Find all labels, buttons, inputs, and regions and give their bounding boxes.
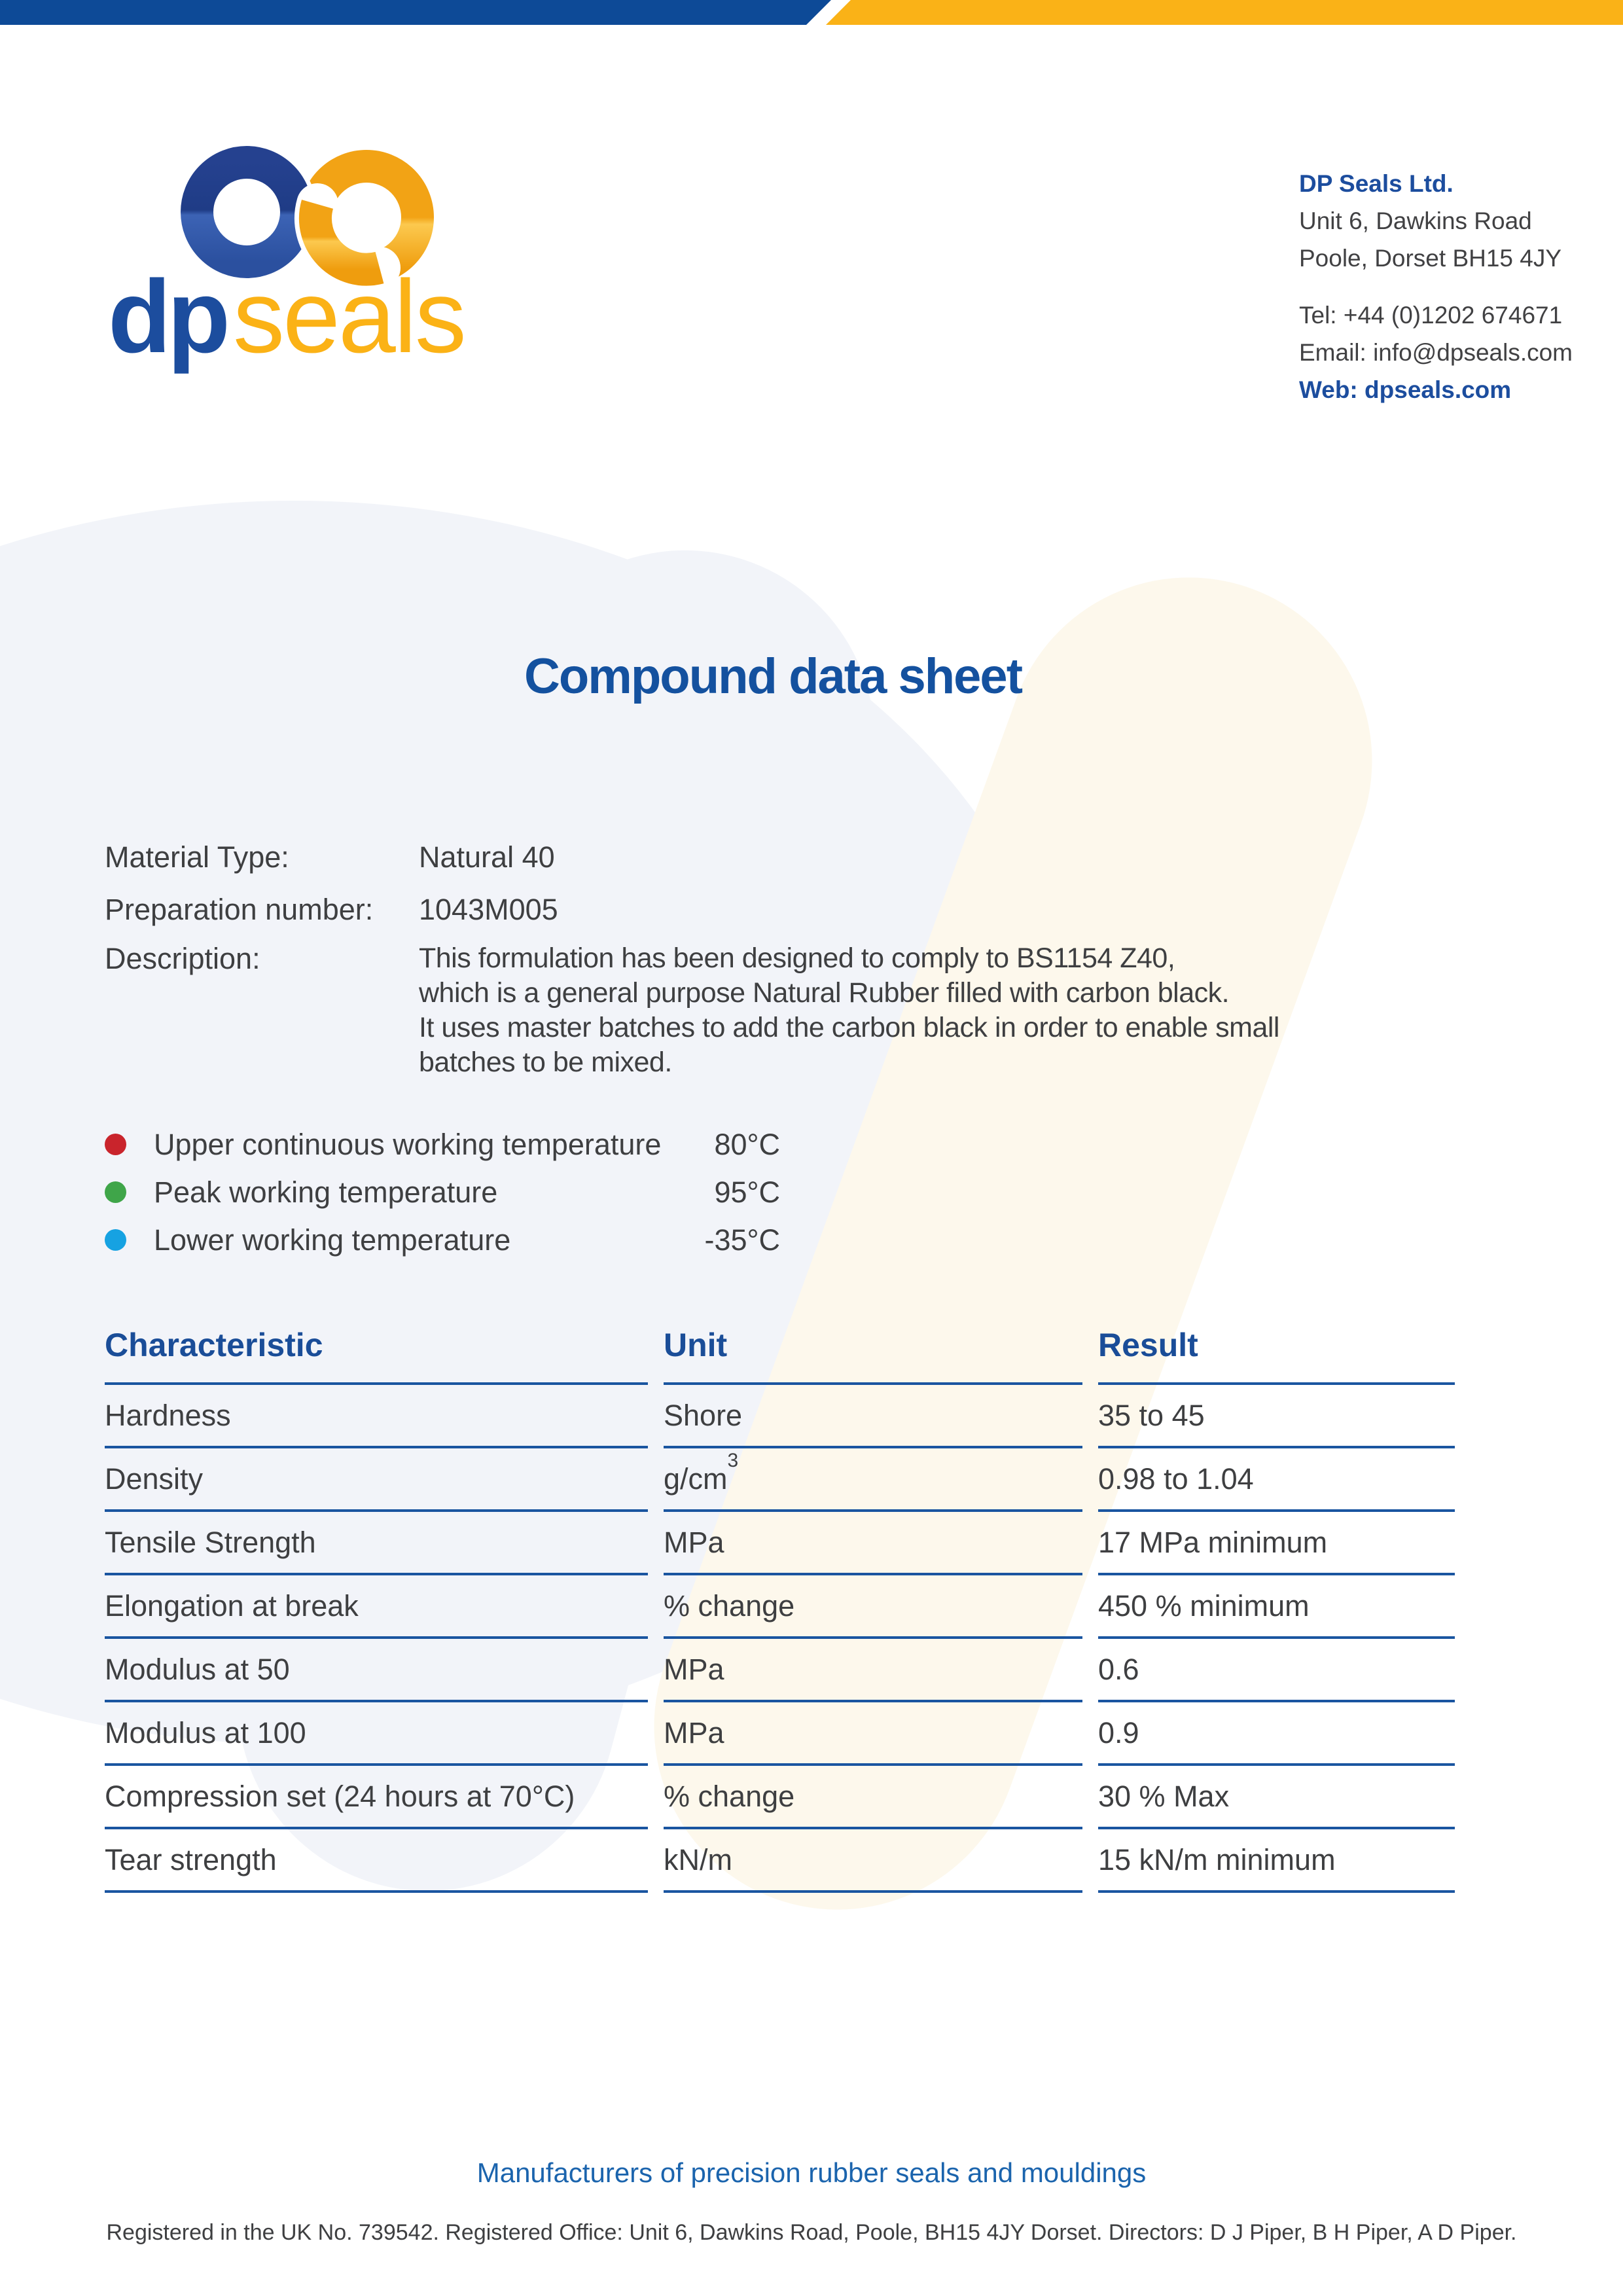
preparation-number-value: 1043M005 [419,893,558,926]
page-title: Compound data sheet [524,649,1022,704]
result-cell: 17 MPa minimum [1098,1512,1455,1575]
column-header-result: Result [1098,1301,1455,1385]
address-line-2: Poole, Dorset BH15 4JY [1299,245,1562,272]
logo-word-dp: dp [108,259,227,374]
temperature-label: Peak working temperature [154,1175,498,1209]
temperature-item-peak [105,1168,780,1216]
superscript: 3 [727,1450,739,1471]
description-line: which is a general purpose Natural Rubber filled with carbon black. [419,977,1230,1009]
material-type-label: Material Type: [105,840,289,874]
result-cell: 30 % Max [1098,1766,1455,1829]
logo-word-seals: seals [233,259,465,374]
material-info-block [105,840,1387,1080]
red-bullet-icon [105,1134,126,1155]
result-cell: 0.9 [1098,1702,1455,1766]
description-line: batches to be mixed. [419,1047,672,1078]
material-type-value: Natural 40 [419,840,555,874]
address-line-1: Unit 6, Dawkins Road [1299,207,1532,234]
unit-cell: $g/cm^3$ [664,1448,1082,1512]
top-brand-bar [0,0,1623,25]
characteristic-cell: Hardness [105,1385,648,1448]
preparation-number-row [105,892,1387,927]
characteristic-cell: Modulus at 100 [105,1702,648,1766]
characteristic-cell: Elongation at break [105,1575,648,1639]
characteristic-cell: Modulus at 50 [105,1639,648,1702]
temperature-item-upper [105,1121,780,1168]
table-row [105,1829,1455,1893]
description-line: It uses master batches to add the carbon black in order to enable small [419,1012,1279,1043]
website-line: Web: dpseals.com [1299,376,1512,403]
phone-line: Tel: +44 (0)1202 674671 [1299,302,1563,329]
description-line: This formulation has been designed to comply to BS1154 Z40, [419,942,1175,974]
characteristic-cell: Tensile Strength [105,1512,648,1575]
result-cell: 0.98 to 1.04 [1098,1448,1455,1512]
result-cell: 35 to 45 [1098,1385,1455,1448]
properties-table [89,1301,1471,1893]
column-header-characteristic: Characteristic [105,1301,648,1385]
email-line: Email: info@dpseals.com [1299,339,1573,366]
green-bullet-icon [105,1181,126,1203]
table-row [105,1385,1455,1448]
material-type-row [105,840,1387,874]
temperature-item-lower [105,1216,780,1264]
result-cell: 15 kN/m minimum [1098,1829,1455,1893]
temperature-label: Lower working temperature [154,1223,511,1257]
unit-cell: kN/m [664,1829,1082,1893]
unit-cell: % change [664,1766,1082,1829]
characteristic-cell: Tear strength [105,1829,648,1893]
temperature-list [105,1121,780,1264]
temperature-value: -35°C [704,1223,780,1257]
description-text [419,941,1279,1080]
preparation-number-label: Preparation number: [105,893,374,926]
blue-bullet-icon [105,1229,126,1251]
temperature-label: Upper continuous working temperature [154,1127,662,1161]
table-row [105,1702,1455,1766]
temperature-value: 95°C [714,1175,780,1209]
temperature-value: 80°C [714,1127,780,1161]
description-row [105,941,1387,1080]
table-row [105,1766,1455,1829]
unit-cell: MPa [664,1639,1082,1702]
description-label: Description: [105,942,260,975]
result-cell: 450 % minimum [1098,1575,1455,1639]
table-row [105,1575,1455,1639]
logo-wordmark [108,259,465,374]
footer-legal-text: Registered in the UK No. 739542. Registered Office: Unit 6, Dawkins Road, Poole, BH15 4JY Dorset. Directors: D J Piper, B H Piper, A D Piper. [106,2220,1517,2245]
characteristic-cell: Density [105,1448,648,1512]
unit-cell: Shore [664,1385,1082,1448]
footer-tagline: Manufacturers of precision rubber seals and mouldings [476,2157,1147,2188]
result-cell: 0.6 [1098,1639,1455,1702]
table-row [105,1512,1455,1575]
unit-cell: % change [664,1575,1082,1639]
company-name: DP Seals Ltd. [1299,170,1454,197]
contact-block [1299,165,1573,408]
unit-cell: MPa [664,1512,1082,1575]
table-row [105,1448,1455,1512]
column-header-unit: Unit [664,1301,1082,1385]
characteristic-cell: Compression set (24 hours at 70°C) [105,1766,648,1829]
unit-cell: MPa [664,1702,1082,1766]
table-row [105,1639,1455,1702]
table-header-row [105,1301,1455,1385]
